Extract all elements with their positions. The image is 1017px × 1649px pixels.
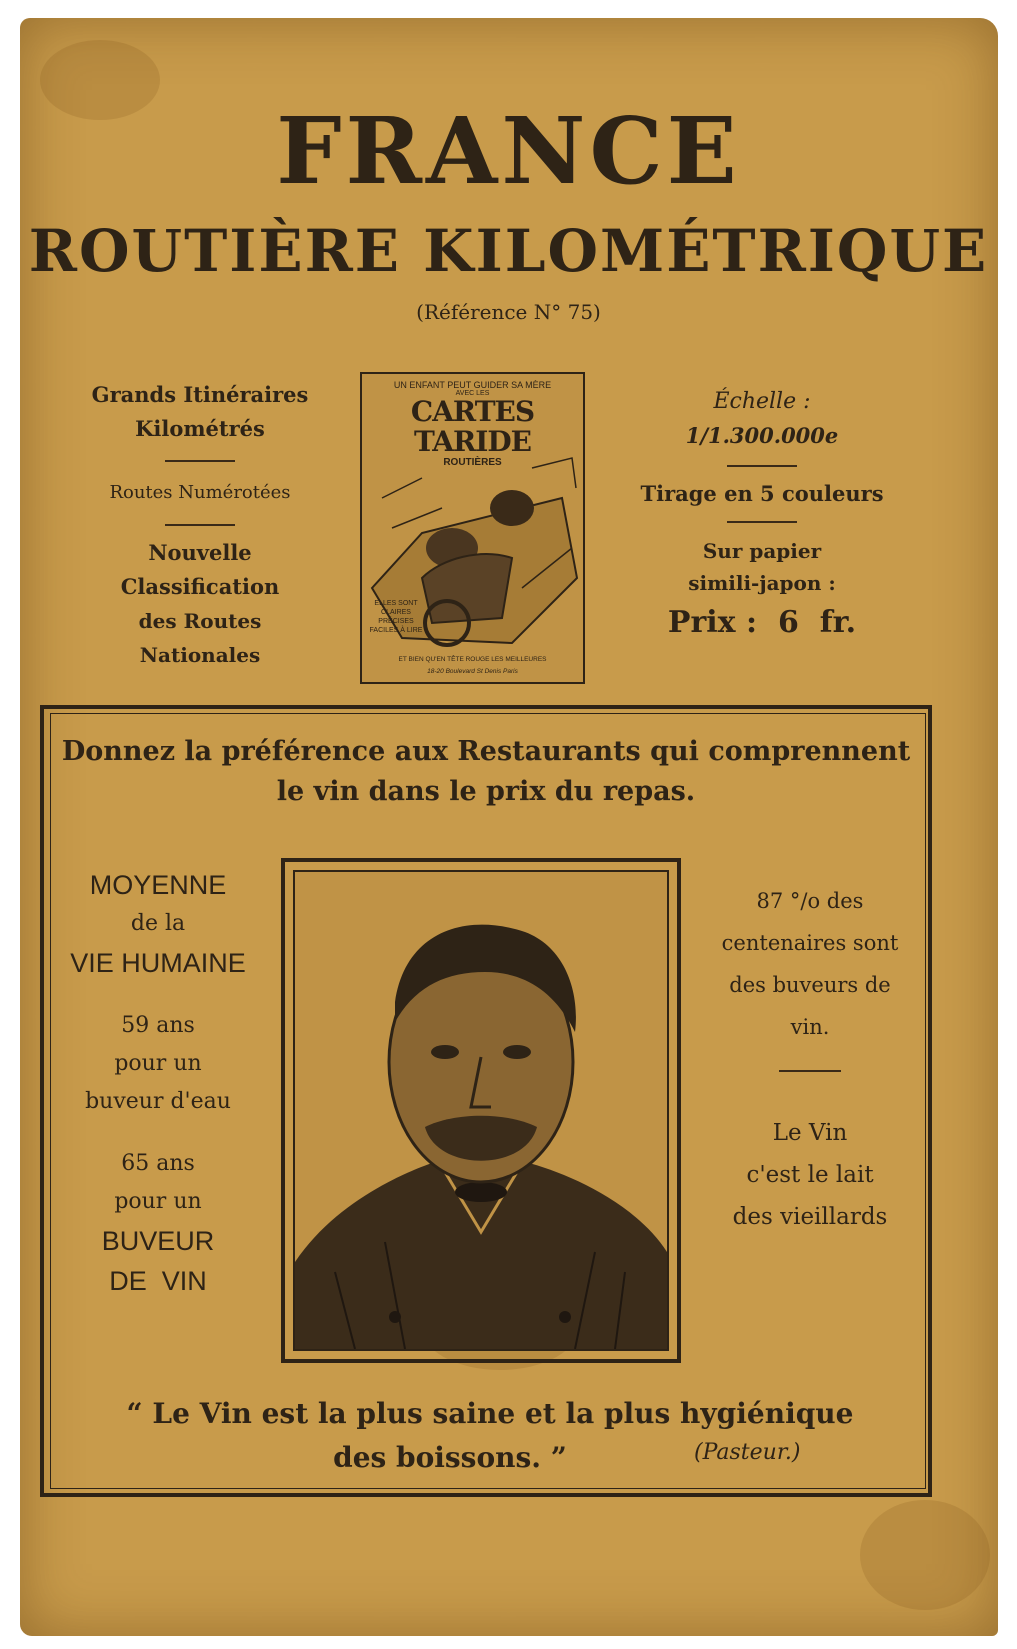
divider bbox=[779, 1070, 841, 1072]
banner-line-1: Donnez la préférence aux Restaurants qui comprennent bbox=[61, 736, 911, 767]
ad-side-text: ELLES SONT CLAIRES PRÉCISES FACILES À LIRE bbox=[369, 600, 423, 634]
routes-numbered-line: Routes Numérotées bbox=[109, 482, 291, 503]
scale-label: Échelle : bbox=[713, 389, 811, 414]
paper-line-1: Sur papier bbox=[702, 539, 822, 563]
itineraries-line: Grands Itinéraires bbox=[91, 382, 309, 407]
left-column bbox=[80, 378, 320, 672]
life-heading-1: MOYENNE bbox=[89, 870, 227, 900]
stat-line-4: vin. bbox=[790, 1015, 830, 1039]
kilometres-line: Kilométrés bbox=[135, 416, 265, 441]
national-roads-line: des Routes Nationales bbox=[138, 609, 262, 667]
milk-line-1: Le Vin bbox=[772, 1120, 848, 1146]
paper-stain bbox=[860, 1500, 990, 1610]
classification-line: Classification bbox=[120, 574, 280, 599]
page-title: FRANCE bbox=[276, 97, 741, 205]
life-expectancy-column bbox=[48, 865, 268, 1301]
life-heading-3: VIE HUMAINE bbox=[70, 948, 246, 978]
pasteur-engraving bbox=[295, 872, 667, 1349]
divider bbox=[727, 521, 797, 523]
quote-line-1: “ Le Vin est la plus saine et la plus hygiénique bbox=[126, 1397, 854, 1430]
ad-address: 18-20 Boulevard St Denis Paris bbox=[427, 668, 518, 675]
life-heading-2: de la bbox=[130, 911, 186, 936]
milk-line-2: c'est le lait bbox=[746, 1162, 874, 1188]
scale-value: 1/1.300.000e bbox=[685, 423, 839, 448]
divider bbox=[165, 460, 235, 462]
nouvelle-line: Nouvelle bbox=[148, 540, 252, 565]
quote-author: (Pasteur.) bbox=[694, 1440, 801, 1465]
ad-top-line: UN ENFANT PEUT GUIDER SA MÈRE bbox=[393, 380, 552, 390]
right-column bbox=[622, 385, 902, 647]
stat-line-3: des buveurs de bbox=[729, 973, 891, 997]
paper-line-2: simili-japon : bbox=[688, 571, 836, 595]
taride-advertisement bbox=[360, 372, 585, 684]
restaurant-banner bbox=[40, 732, 932, 812]
stat-line-2: centenaires sont bbox=[721, 931, 899, 955]
ad-bottom-line: ET BIEN QU'EN TÊTE ROUGE LES MEILLEURES bbox=[398, 656, 547, 663]
water-drinker: buveur d'eau bbox=[85, 1089, 231, 1114]
divider bbox=[727, 465, 797, 467]
centenarians-column bbox=[690, 880, 930, 1238]
wine-for: pour un bbox=[114, 1189, 202, 1214]
wine-drinker-2: DE VIN bbox=[109, 1266, 207, 1296]
wine-age: 65 ans bbox=[121, 1151, 195, 1176]
pasteur-portrait bbox=[293, 870, 669, 1351]
divider bbox=[165, 524, 235, 526]
price: Prix : 6 fr. bbox=[667, 605, 857, 640]
print-run: Tirage en 5 couleurs bbox=[640, 481, 884, 506]
banner-line-2: le vin dans le prix du repas. bbox=[276, 776, 696, 807]
milk-line-3: des vieillards bbox=[732, 1204, 888, 1230]
ad-avec: AVEC LES bbox=[455, 390, 490, 397]
wine-drinker-1: BUVEUR bbox=[101, 1226, 215, 1256]
stat-line-1: 87 °/o des bbox=[756, 889, 864, 913]
pasteur-quote bbox=[60, 1392, 920, 1480]
ad-brand: CARTES TARIDE bbox=[410, 395, 535, 458]
water-age: 59 ans bbox=[121, 1013, 195, 1038]
quote-line-2: des boissons. ” bbox=[333, 1441, 567, 1474]
water-for: pour un bbox=[114, 1051, 202, 1076]
ad-routieres: ROUTIÈRES bbox=[443, 457, 502, 468]
reference-number: (Référence N° 75) bbox=[416, 300, 601, 324]
page-subtitle: ROUTIÈRE KILOMÉTRIQUE bbox=[28, 217, 989, 285]
